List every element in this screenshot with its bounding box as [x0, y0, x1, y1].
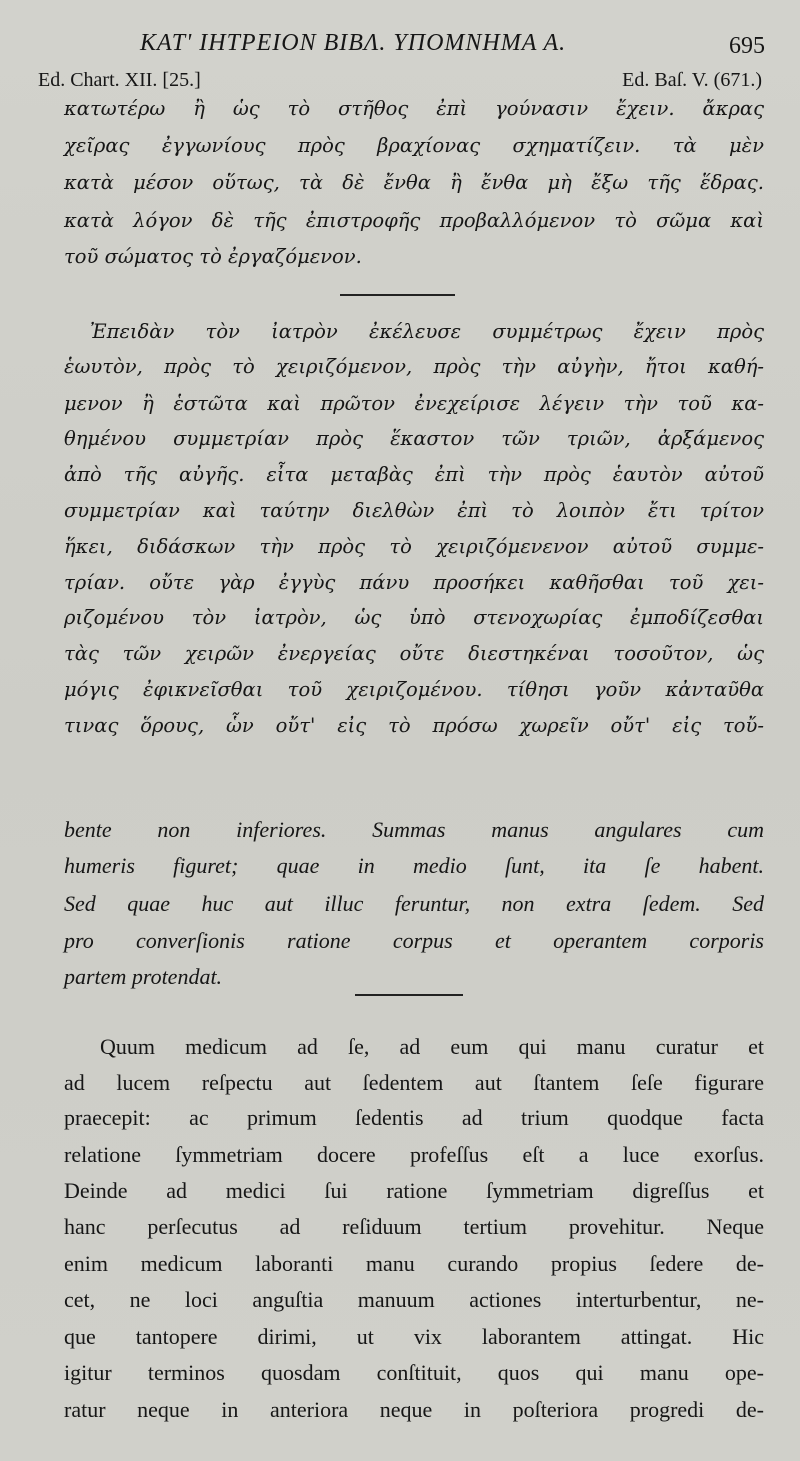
latin-line: relatione ſymmetriam docere profeſſus eſt a luce exorſus.: [64, 1142, 764, 1167]
latin-line: ad lucem reſpectu aut ſedentem aut ſtantem ſeſe figurare: [64, 1070, 764, 1095]
running-head-title: ΚΑΤ' ΙΗΤΡΕΙΟΝ ΒΙΒΛ. ΥΠΟΜΝΗΜΑ Α.: [140, 30, 567, 56]
latin-line: que tantopere dirimi, ut vix laborantem attingat. Hic: [64, 1324, 764, 1349]
latin-line: enim medicum laboranti manu curando propius ſedere de-: [64, 1251, 764, 1276]
edition-reference-left: Ed. Chart. XII. [25.]: [38, 69, 201, 91]
latin-line: hanc perſecutus ad reſiduum tertium provehitur. Neque: [64, 1214, 764, 1239]
greek-line: μόγις ἐφικνεῖσθαι τοῦ χειριζομένου. τίθησι γοῦν κἀνταῦθα: [64, 678, 764, 701]
latin-line: Sed quae huc aut illuc feruntur, non extra ſedem. Sed: [64, 891, 764, 916]
latin-line: partem protendat.: [64, 964, 223, 989]
section-divider: [340, 294, 455, 296]
latin-line: cet, ne loci anguſtia manuum actiones interturbentur, ne-: [64, 1287, 764, 1312]
section-divider: [355, 994, 463, 996]
latin-line: pro converſionis ratione corpus et operantem corporis: [64, 928, 764, 953]
greek-line: ἑωυτὸν, πρὸς τὸ χειριζόμενον, πρὸς τὴν αὐγὴν, ἤτοι καθή-: [64, 355, 764, 378]
greek-line: τινας ὅρους, ὧν οὔτ' εἰς τὸ πρόσω χωρεῖν οὔτ' εἰς τοὔ-: [64, 714, 764, 737]
greek-line: θημένου συμμετρίαν πρὸς ἕκαστον τῶν τριῶν, ἀρξάμενος: [64, 427, 764, 450]
page-number: 695: [729, 33, 765, 59]
latin-line: Deinde ad medici ſui ratione ſymmetriam digreſſus et: [64, 1178, 764, 1203]
greek-line: χεῖρας ἐγγωνίους πρὸς βραχίονας σχηματίζειν. τὰ μὲν: [64, 134, 764, 157]
greek-line: ριζομένου τὸν ἰατρὸν, ὡς ὑπὸ στενοχωρίας ἐμποδίζεσθαι: [64, 606, 764, 629]
greek-line: κατὰ λόγον δὲ τῆς ἐπιστροφῆς προβαλλόμενον τὸ σῶμα καὶ: [64, 209, 764, 232]
greek-line: συμμετρίαν καὶ ταύτην διελθὼν ἐπὶ τὸ λοιπὸν ἔτι τρίτον: [64, 499, 764, 522]
edition-reference-right: Ed. Baſ. V. (671.): [622, 69, 762, 91]
greek-line: ἀπὸ τῆς αὐγῆς. εἶτα μεταβὰς ἐπὶ τὴν πρὸς ἑαυτὸν αὐτοῦ: [64, 463, 764, 486]
greek-line: κατὰ μέσον οὕτως, τὰ δὲ ἔνθα ἢ ἔνθα μὴ ἔξω τῆς ἕδρας.: [64, 171, 764, 194]
latin-line: Quum medicum ad ſe, ad eum qui manu curatur et: [100, 1034, 764, 1059]
greek-line: κατωτέρω ἢ ὡς τὸ στῆθος ἐπὶ γούνασιν ἔχειν. ἄκρας: [64, 97, 764, 120]
greek-line: τοῦ σώματος τὸ ἐργαζόμενον.: [64, 245, 362, 268]
greek-line: Ἐπειδὰν τὸν ἰατρὸν ἐκέλευσε συμμέτρως ἔχειν πρὸς: [90, 320, 764, 343]
greek-line: μενον ἢ ἑστῶτα καὶ πρῶτον ἐνεχείρισε λέγειν τὴν τοῦ κα-: [64, 392, 764, 415]
latin-line: humeris figuret; quae in medio ſunt, ita ſe habent.: [64, 853, 764, 878]
latin-line: praecepit: ac primum ſedentis ad trium quodque facta: [64, 1105, 764, 1130]
greek-line: ἥκει, διδάσκων τὴν πρὸς τὸ χειριζόμενενον αὐτοῦ συμμε-: [64, 535, 764, 558]
latin-line: bente non inferiores. Summas manus angulares cum: [64, 817, 764, 842]
latin-line: igitur terminos quosdam conſtituit, quos qui manu ope-: [64, 1360, 764, 1385]
greek-line: τρίαν. οὔτε γὰρ ἐγγὺς πάνυ προσήκει καθῆσθαι τοῦ χει-: [64, 571, 764, 594]
latin-line: ratur neque in anteriora neque in poſteriora progredi de-: [64, 1397, 764, 1422]
greek-line: τὰς τῶν χειρῶν ἐνεργείας οὔτε διεστηκέναι τοσοῦτον, ὡς: [64, 642, 764, 665]
